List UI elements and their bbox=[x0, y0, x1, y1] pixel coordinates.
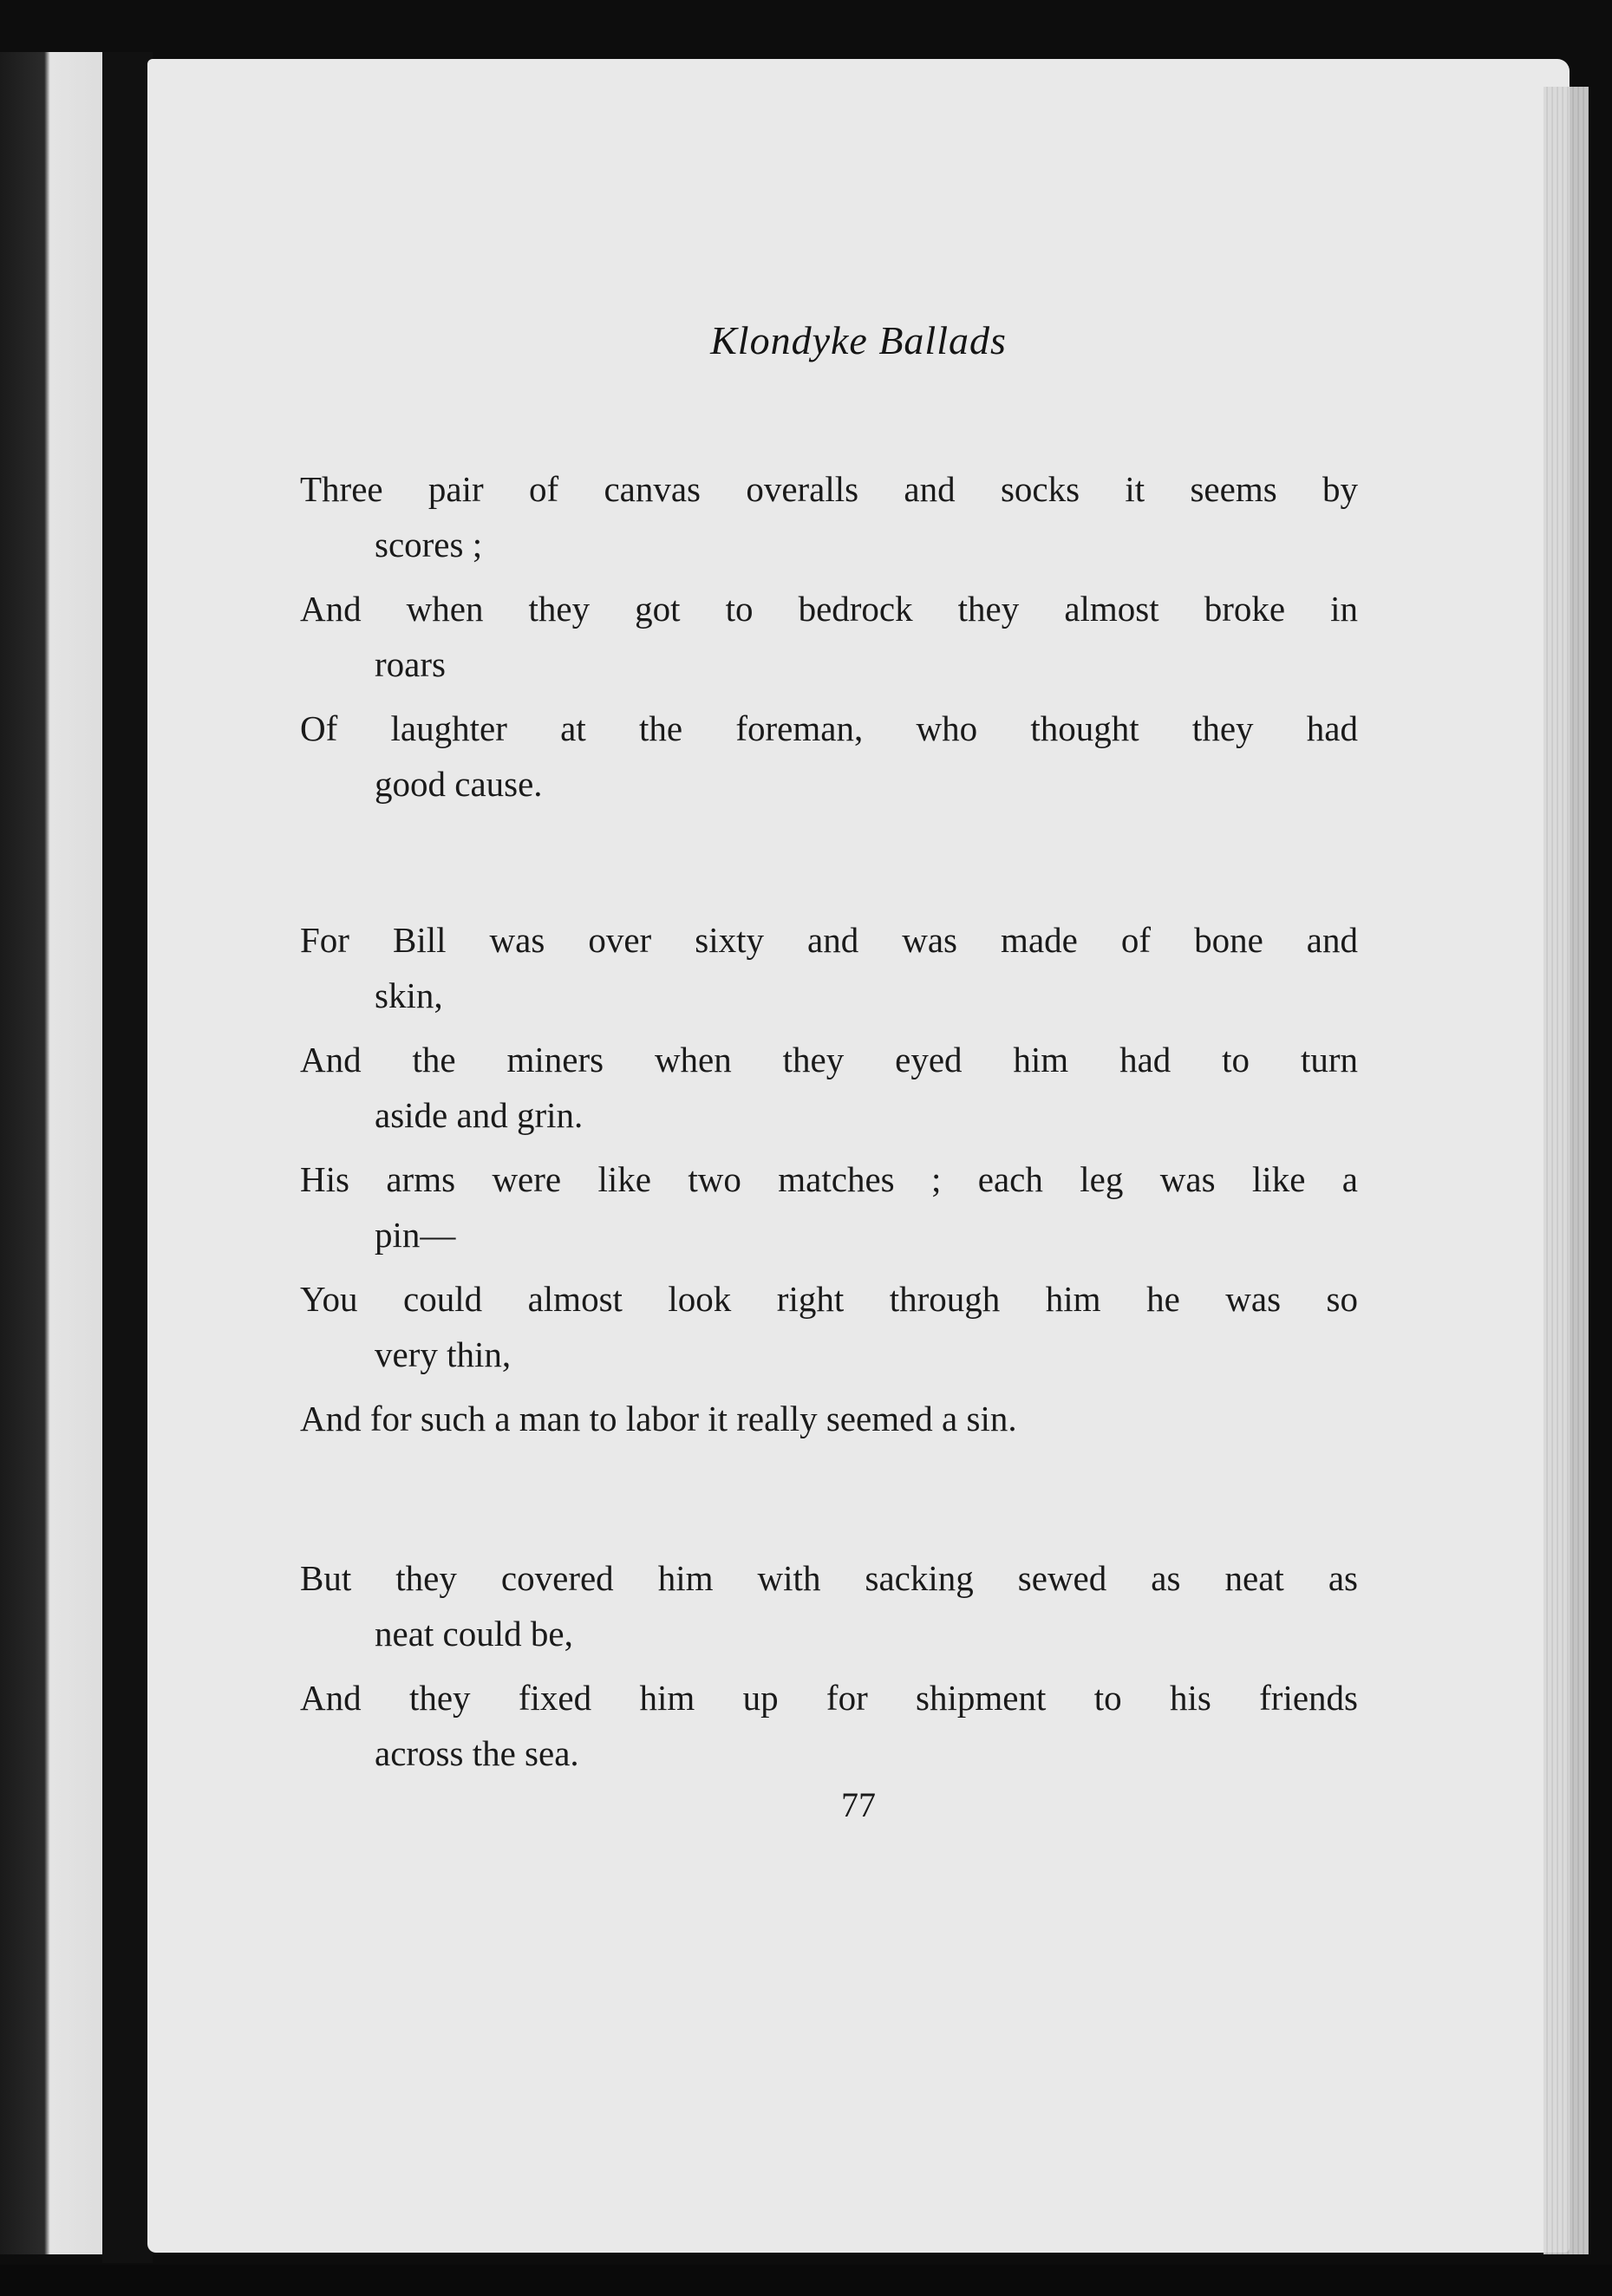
stanza-2 bbox=[147, 912, 1570, 1455]
verse-line-text: You could almost look right through him he was so bbox=[300, 1279, 1358, 1319]
stanza-3 bbox=[147, 1550, 1570, 1790]
verse-line-turnover: neat could be, bbox=[375, 1614, 573, 1654]
running-head: Klondyke Ballads bbox=[710, 318, 1007, 362]
verse-line bbox=[147, 912, 1570, 1023]
verse-line-text: And for such a man to labor it really seemed a sin. bbox=[300, 1399, 1017, 1438]
verse-line-turnover: pin— bbox=[375, 1215, 456, 1255]
verse-line-turnover: very thin, bbox=[375, 1334, 512, 1374]
page-number: 77 bbox=[841, 1785, 876, 1824]
verse-line-turnover: across the sea. bbox=[375, 1733, 579, 1773]
verse-line-text: And the miners when they eyed him had to turn bbox=[300, 1040, 1358, 1080]
verse-line bbox=[147, 1032, 1570, 1143]
verse-line-text: And they fixed him up for shipment to his friends bbox=[300, 1678, 1358, 1718]
stanza-1 bbox=[147, 461, 1570, 820]
verse-line bbox=[147, 581, 1570, 692]
book-gutter bbox=[102, 52, 153, 2263]
facing-page-edge bbox=[0, 52, 111, 2254]
verse-line-text: And when they got to bedrock they almost broke in bbox=[300, 589, 1358, 629]
verse-line-turnover: good cause. bbox=[375, 764, 543, 804]
verse-line-text: For Bill was over sixty and was made of bone and bbox=[300, 920, 1358, 960]
verse-line bbox=[147, 1670, 1570, 1781]
verse-line-turnover: roars bbox=[375, 644, 446, 684]
page-stack-edge bbox=[1543, 87, 1589, 2254]
book-page bbox=[147, 59, 1570, 2253]
verse-line-turnover: scores ; bbox=[375, 525, 483, 564]
scan-bottom-border bbox=[0, 2265, 1612, 2296]
verse-line-text: Three pair of canvas overalls and socks it seems by bbox=[300, 469, 1358, 509]
verse-line-turnover: skin, bbox=[375, 975, 443, 1015]
verse-line bbox=[147, 1151, 1570, 1262]
verse-line-text: Of laughter at the foreman, who thought they had bbox=[300, 708, 1358, 748]
verse-line-text: But they covered him with sacking sewed as neat as bbox=[300, 1558, 1358, 1598]
verse-line bbox=[147, 461, 1570, 572]
verse-line-turnover: aside and grin. bbox=[375, 1095, 584, 1135]
verse-line bbox=[147, 1271, 1570, 1382]
verse-line bbox=[147, 1391, 1570, 1446]
verse-line bbox=[147, 701, 1570, 812]
verse-line-text: His arms were like two matches ; each leg was like a bbox=[300, 1159, 1358, 1199]
verse-line bbox=[147, 1550, 1570, 1661]
